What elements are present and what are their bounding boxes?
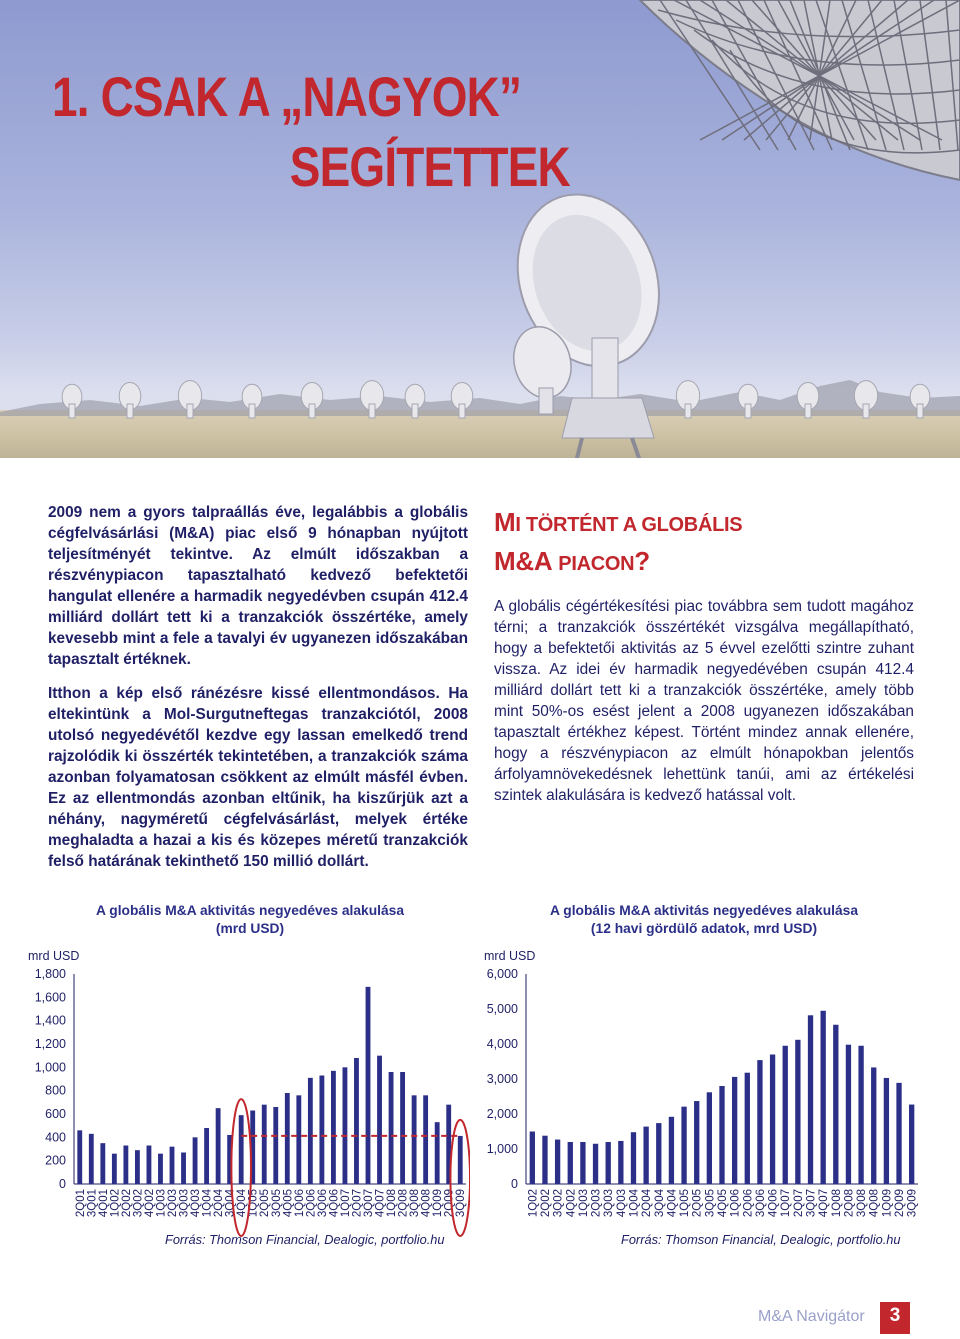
title-line-1: 1. CSAK A „NAGYOK” [52,65,522,128]
x-tick-label: 4Q04 [666,1189,679,1218]
x-tick-label: 4Q05 [282,1189,295,1218]
x-tick-label: 2Q04 [641,1189,654,1218]
x-tick-label: 1Q03 [577,1189,590,1218]
bar-3Q09 [909,1105,914,1184]
x-tick-label: 3Q04 [653,1189,666,1218]
x-tick-label: 2Q09 [894,1189,907,1218]
heading-rest-2: PIACON [558,553,635,575]
bar-4Q04 [239,1115,244,1184]
truss-dish-corner [640,0,960,180]
x-tick-label: 1Q05 [247,1189,260,1218]
bar-4Q06 [770,1055,775,1185]
bar-4Q01 [100,1143,105,1184]
bar-3Q04 [656,1123,661,1184]
y-tick-label: 0 [59,1177,66,1191]
chart2-svg [480,946,930,1246]
x-tick-label: 3Q05 [704,1189,717,1218]
chart1-source: Forrás: Thomson Financial, Dealogic, portfolio.hu [165,1232,445,1247]
bar-3Q05 [273,1107,278,1184]
bar-2Q02 [542,1136,547,1184]
y-tick-label: 800 [45,1083,66,1098]
lead-paragraph-1: 2009 nem a gyors talpraállás éve, legalábbis a globális cégfelvásárlási (M&A) piac első 9 hónapban nyújtott teljesítményét tekintve. Az elmúlt időszakban a részvénypiacon tapasztalható kedvező befektetői hangulat ellenére a harmadik negyedévben csupán 412.4 milliárd dollárt tett ki a tranzakciók összértéke, amely kevesebb mint a fele a tavalyi év ugyanezen időszakában tapasztalt értéknek. [48,504,468,668]
bar-3Q08 [412,1095,417,1184]
bar-3Q02 [555,1140,560,1184]
bar-4Q07 [821,1011,826,1184]
bar-4Q07 [377,1056,382,1184]
bar-2Q08 [400,1072,405,1184]
x-tick-label: 2Q03 [590,1189,603,1218]
x-tick-label: 1Q08 [830,1189,843,1218]
chart1-svg [20,946,470,1246]
y-tick-label: 1,400 [34,1013,66,1028]
bar-2Q09 [896,1083,901,1184]
x-tick-label: 3Q08 [856,1189,869,1218]
x-tick-label: 4Q02 [143,1189,156,1218]
x-tick-label: 2Q08 [397,1189,410,1218]
chart1-title-line2: (mrd USD) [215,921,285,936]
heading-cap-1: M [494,507,516,537]
chart2 [480,946,930,1251]
bar-4Q08 [423,1095,428,1184]
bar-4Q02 [568,1142,573,1184]
y-axis-unit-label: mrd USD [484,949,536,963]
chart1-title [60,902,440,938]
y-tick-label: 2,000 [486,1107,518,1121]
bar-2Q07 [795,1040,800,1184]
bar-2Q01 [77,1130,82,1184]
x-tick-label: 4Q01 [97,1189,110,1218]
x-tick-label: 3Q03 [178,1189,191,1218]
bar-2Q04 [216,1108,221,1184]
y-tick-label: 3,000 [486,1072,518,1086]
chart1 [20,946,470,1251]
x-tick-label: 3Q07 [805,1189,818,1218]
x-tick-label: 2Q06 [742,1189,755,1218]
x-tick-label: 2Q02 [120,1189,133,1218]
x-tick-label: 3Q07 [363,1189,375,1218]
x-tick-label: 3Q05 [270,1189,283,1218]
bar-3Q09 [458,1136,463,1184]
bar-2Q02 [123,1146,128,1185]
bar-2Q05 [694,1101,699,1184]
lead-paragraph-2: Itthon a kép első ránézésre kissé ellentmondásos. Ha eltekintünk a Mol-Surgutneftegas tranzakciótól, 2008 utolsó negyedévétől kezdve egy lassan emelkedő trend rajzolódik ki összérték tekintetében, a tranzakciók száma azonban folyamatosan csökkent az elmúlt másfél évben. Ez az ellentmondás azonban eltűnik, ha kiszűrjük azt a néhány, nagyméretű cégfelvásárlást, melyek értéke meghaladta a hazai a kis és közepes méretű tranzakciók felső határának tekinthető 150 millió dollárt. [48,685,468,870]
x-tick-label: 1Q03 [155,1189,168,1218]
bar-1Q03 [158,1154,163,1184]
x-tick-label: 1Q09 [881,1189,894,1218]
bar-3Q07 [808,1015,813,1184]
x-tick-label: 2Q06 [305,1189,318,1218]
x-tick-label: 2Q02 [539,1189,552,1218]
bar-3Q05 [707,1092,712,1184]
x-tick-label: 4Q08 [868,1189,881,1218]
x-tick-label: 4Q07 [818,1189,831,1218]
x-tick-label: 1Q04 [201,1189,214,1218]
x-tick-label: 2Q03 [167,1189,179,1218]
y-tick-label: 0 [511,1177,518,1191]
x-tick-label: 1Q06 [729,1189,742,1218]
x-tick-label: 3Q03 [603,1189,616,1218]
chart2-title-line1: A globális M&A aktivitás negyedéves alakulása [549,903,858,918]
bar-4Q04 [669,1117,674,1184]
x-tick-label: 4Q08 [420,1189,433,1218]
y-tick-label: 1,800 [34,967,66,981]
x-tick-label: 3Q08 [409,1189,422,1218]
y-tick-label: 4,000 [486,1037,518,1051]
bar-1Q02 [530,1132,535,1185]
magazine-name: M&A Navigátor [758,1308,865,1325]
y-tick-label: 5,000 [486,1002,518,1016]
x-tick-label: 4Q06 [328,1189,341,1218]
page-title [52,62,570,202]
x-tick-label: 4Q03 [615,1189,628,1218]
x-tick-label: 2Q01 [74,1189,87,1218]
bar-1Q05 [681,1107,686,1184]
x-tick-label: 2Q05 [259,1189,272,1218]
bar-2Q06 [308,1078,313,1184]
x-tick-label: 3Q06 [754,1189,767,1218]
chart2-title [516,902,892,938]
chart2-source: Forrás: Thomson Financial, Dealogic, portfolio.hu [621,1232,901,1247]
x-tick-label: 3Q09 [906,1189,919,1218]
bar-1Q09 [884,1078,889,1184]
bar-1Q07 [343,1067,348,1184]
bar-3Q06 [757,1060,762,1184]
bar-4Q05 [285,1093,290,1184]
x-tick-label: 1Q08 [386,1189,399,1218]
x-tick-label: 2Q05 [691,1189,704,1218]
x-tick-label: 2Q09 [443,1189,456,1218]
x-tick-label: 3Q02 [552,1189,565,1218]
bar-3Q03 [181,1153,186,1185]
bar-3Q02 [135,1150,140,1184]
title-line-2: SEGÍTETTEK [289,135,570,198]
section-heading [494,504,914,582]
bar-1Q04 [204,1128,209,1184]
x-tick-label: 4Q05 [717,1189,729,1218]
y-tick-label: 1,000 [34,1060,66,1075]
y-tick-label: 600 [45,1107,66,1121]
x-tick-label: 1Q09 [432,1189,445,1218]
x-tick-label: 2Q04 [213,1189,226,1218]
bar-1Q02 [112,1154,117,1184]
x-tick-label: 1Q07 [339,1189,352,1218]
bar-1Q07 [783,1046,788,1184]
bar-1Q08 [389,1072,394,1184]
hero-photo [0,0,960,458]
x-tick-label: 1Q07 [780,1189,793,1218]
section-body: A globális cégértékesítési piac továbbra sem tudott magához térni; a tranzakciók összértékét vizsgálva megállapítható, hogy a befektetői aktivitás az 5 évvel ezelőtti szintre zuhant vissza. Az idei év harmadik negyedévében csupán 412.4 milliárd dollárt tett ki a tranzakciók összértéke, amely több mint 50%-os esést jelent a 2008 ugyanezen időszakában tapasztalt értékhez képest. Történt mindez annak ellenére, hogy a részvénypiacon az elmúlt hónapokban jelentős árfolyamnövekedésnek lehettünk tanúi, ami az értékelési szintek alakulására is kedvező hatással volt. [494,598,914,804]
x-tick-label: 1Q02 [527,1189,540,1218]
x-tick-label: 3Q01 [86,1189,99,1218]
x-tick-label: 3Q09 [455,1189,468,1218]
y-tick-label: 6,000 [486,967,518,981]
heading-cap-2: M&A [494,546,559,576]
bar-4Q03 [618,1141,623,1184]
bar-1Q06 [296,1095,301,1184]
y-axis-unit-label: mrd USD [28,949,80,963]
bar-1Q09 [435,1122,440,1184]
bar-4Q03 [193,1137,198,1184]
x-tick-label: 2Q07 [351,1189,364,1218]
bar-2Q08 [846,1045,851,1184]
x-tick-label: 1Q05 [679,1189,692,1218]
x-tick-label: 1Q06 [293,1189,306,1218]
bar-4Q05 [719,1086,724,1184]
bar-4Q02 [147,1146,152,1185]
bar-1Q08 [833,1025,838,1184]
x-tick-label: 4Q02 [565,1189,578,1218]
chart1-title-line1: A globális M&A aktivitás negyedéves alakulása [95,903,404,918]
page-number: 3 [889,1305,901,1326]
bar-2Q04 [643,1127,648,1184]
x-tick-label: 3Q04 [224,1189,237,1218]
x-tick-label: 3Q06 [316,1189,329,1218]
x-tick-label: 1Q02 [109,1189,122,1218]
y-tick-label: 1,000 [486,1142,518,1156]
x-tick-label: 2Q07 [792,1189,805,1218]
bar-3Q03 [606,1142,611,1184]
bar-3Q01 [89,1134,94,1184]
bar-3Q07 [366,987,371,1184]
bar-2Q05 [262,1105,267,1184]
x-tick-label: 2Q08 [843,1189,856,1218]
bar-4Q08 [871,1067,876,1184]
bar-2Q03 [593,1144,598,1184]
heading-qmark: ? [634,546,650,576]
bar-3Q06 [319,1076,324,1185]
bar-4Q06 [331,1071,336,1184]
bar-1Q03 [580,1142,585,1184]
x-tick-label: 1Q04 [628,1189,641,1218]
bar-2Q07 [354,1058,359,1184]
bar-3Q08 [858,1046,863,1184]
x-tick-label: 4Q07 [374,1189,387,1218]
bar-2Q03 [170,1147,175,1184]
bar-2Q06 [745,1073,750,1184]
x-tick-label: 4Q04 [236,1189,249,1218]
y-tick-label: 1,600 [34,990,66,1005]
x-tick-label: 4Q03 [190,1189,203,1218]
heading-rest-1: I TÖRTÉNT A GLOBÁLIS [515,514,743,536]
y-tick-label: 1,200 [34,1037,66,1051]
x-tick-label: 4Q06 [767,1189,780,1218]
y-tick-label: 200 [45,1153,66,1168]
bar-1Q06 [732,1077,737,1184]
y-tick-label: 400 [45,1130,66,1145]
bar-1Q04 [631,1132,636,1184]
right-column [494,504,914,806]
x-tick-label: 3Q02 [132,1189,145,1218]
chart2-title-line2: (12 havi gördülő adatok, mrd USD) [590,921,818,936]
lead-column [48,502,468,885]
